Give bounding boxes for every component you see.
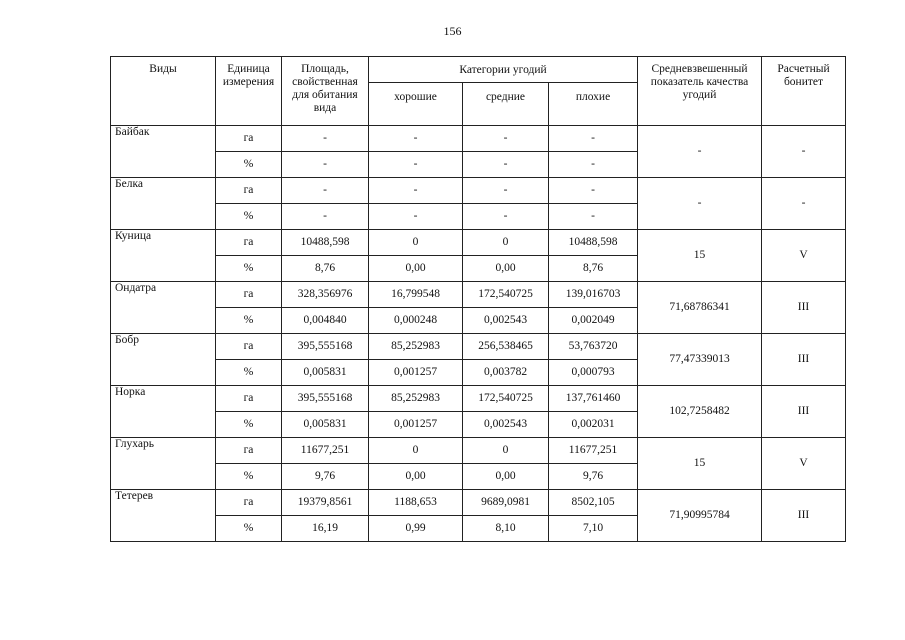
cell-ha-area: 395,555168 xyxy=(282,386,369,412)
table-row xyxy=(111,230,846,256)
weighted-quality: 71,68786341 xyxy=(638,282,762,334)
cell-pct-medium: 0,003782 xyxy=(463,360,549,386)
cell-pct-poor: - xyxy=(549,204,638,230)
cell-pct-area: - xyxy=(282,152,369,178)
cell-ha-area: 328,356976 xyxy=(282,282,369,308)
cell-ha-poor: 11677,251 xyxy=(549,438,638,464)
bonitet: III xyxy=(762,282,846,334)
cell-pct-area: 8,76 xyxy=(282,256,369,282)
cell-pct-area: 9,76 xyxy=(282,464,369,490)
species-name: Байбак xyxy=(111,126,216,178)
cell-pct-unit: % xyxy=(216,464,282,490)
cell-pct-poor: - xyxy=(549,152,638,178)
bonitet: III xyxy=(762,386,846,438)
cell-pct-good: - xyxy=(369,204,463,230)
cell-pct-good: 0,00 xyxy=(369,464,463,490)
bonitet: III xyxy=(762,490,846,542)
cell-ha-good: 85,252983 xyxy=(369,386,463,412)
cell-pct-medium: 0,002543 xyxy=(463,412,549,438)
cell-ha-medium: 9689,0981 xyxy=(463,490,549,516)
cell-ha-good: 85,252983 xyxy=(369,334,463,360)
table-row xyxy=(111,386,846,412)
bonitet: III xyxy=(762,334,846,386)
cell-pct-unit: % xyxy=(216,412,282,438)
weighted-quality: 71,90995784 xyxy=(638,490,762,542)
cell-ha-poor: 8502,105 xyxy=(549,490,638,516)
cell-pct-poor: 0,002049 xyxy=(549,308,638,334)
species-name: Куница xyxy=(111,230,216,282)
page-number: 156 xyxy=(443,24,462,38)
cell-ha-poor: 53,763720 xyxy=(549,334,638,360)
cell-ha-unit: га xyxy=(216,178,282,204)
cell-pct-poor: 8,76 xyxy=(549,256,638,282)
header-unit: Единица измерения xyxy=(216,57,282,126)
species-table xyxy=(110,56,846,542)
cell-ha-medium: 172,540725 xyxy=(463,386,549,412)
header-species: Виды xyxy=(111,57,216,126)
header-weighted: Средневзвешенный показатель качества угодий xyxy=(638,57,762,126)
cell-ha-poor: - xyxy=(549,126,638,152)
cell-ha-unit: га xyxy=(216,282,282,308)
cell-ha-poor: 10488,598 xyxy=(549,230,638,256)
cell-ha-unit: га xyxy=(216,126,282,152)
cell-pct-good: 0,00 xyxy=(369,256,463,282)
species-name: Ондатра xyxy=(111,282,216,334)
cell-pct-area: 0,005831 xyxy=(282,412,369,438)
cell-pct-good: 0,001257 xyxy=(369,412,463,438)
cell-ha-good: - xyxy=(369,178,463,204)
weighted-quality: 15 xyxy=(638,230,762,282)
cell-pct-poor: 9,76 xyxy=(549,464,638,490)
cell-pct-area: 16,19 xyxy=(282,516,369,542)
cell-ha-unit: га xyxy=(216,334,282,360)
header-bonitet: Расчетный бонитет xyxy=(762,57,846,126)
species-name: Норка xyxy=(111,386,216,438)
cell-ha-area: 19379,8561 xyxy=(282,490,369,516)
cell-pct-medium: - xyxy=(463,204,549,230)
table-row xyxy=(111,438,846,464)
cell-pct-good: 0,001257 xyxy=(369,360,463,386)
cell-pct-area: 0,005831 xyxy=(282,360,369,386)
cell-pct-poor: 0,000793 xyxy=(549,360,638,386)
table-row xyxy=(111,490,846,516)
cell-pct-unit: % xyxy=(216,516,282,542)
cell-ha-poor: 137,761460 xyxy=(549,386,638,412)
header-area: Площадь, свойственная для обитания вида xyxy=(282,57,369,126)
cell-pct-unit: % xyxy=(216,204,282,230)
cell-ha-medium: 256,538465 xyxy=(463,334,549,360)
cell-pct-poor: 7,10 xyxy=(549,516,638,542)
cell-ha-area: - xyxy=(282,178,369,204)
species-name: Тетерев xyxy=(111,490,216,542)
weighted-quality: 77,47339013 xyxy=(638,334,762,386)
bonitet: V xyxy=(762,438,846,490)
cell-ha-medium: - xyxy=(463,126,549,152)
weighted-quality: 102,7258482 xyxy=(638,386,762,438)
table-body xyxy=(111,126,846,542)
cell-pct-medium: 0,00 xyxy=(463,256,549,282)
header-good: хорошие xyxy=(369,83,463,126)
cell-pct-medium: - xyxy=(463,152,549,178)
cell-pct-medium: 0,002543 xyxy=(463,308,549,334)
cell-ha-medium: 0 xyxy=(463,438,549,464)
cell-pct-good: - xyxy=(369,152,463,178)
species-name: Глухарь xyxy=(111,438,216,490)
cell-ha-good: 0 xyxy=(369,438,463,464)
cell-ha-area: - xyxy=(282,126,369,152)
species-name: Белка xyxy=(111,178,216,230)
bonitet: - xyxy=(762,126,846,178)
header-poor: плохие xyxy=(549,83,638,126)
header-medium: средние xyxy=(463,83,549,126)
cell-ha-medium: 172,540725 xyxy=(463,282,549,308)
cell-ha-unit: га xyxy=(216,230,282,256)
weighted-quality: 15 xyxy=(638,438,762,490)
cell-ha-area: 10488,598 xyxy=(282,230,369,256)
cell-ha-good: 1188,653 xyxy=(369,490,463,516)
cell-pct-medium: 8,10 xyxy=(463,516,549,542)
table-row xyxy=(111,334,846,360)
cell-pct-unit: % xyxy=(216,308,282,334)
cell-pct-unit: % xyxy=(216,152,282,178)
bonitet: - xyxy=(762,178,846,230)
cell-pct-unit: % xyxy=(216,360,282,386)
cell-ha-medium: 0 xyxy=(463,230,549,256)
bonitet: V xyxy=(762,230,846,282)
cell-ha-good: - xyxy=(369,126,463,152)
cell-pct-area: - xyxy=(282,204,369,230)
cell-ha-good: 16,799548 xyxy=(369,282,463,308)
cell-pct-medium: 0,00 xyxy=(463,464,549,490)
cell-ha-poor: 139,016703 xyxy=(549,282,638,308)
cell-ha-poor: - xyxy=(549,178,638,204)
cell-ha-area: 11677,251 xyxy=(282,438,369,464)
cell-pct-poor: 0,002031 xyxy=(549,412,638,438)
species-name: Бобр xyxy=(111,334,216,386)
cell-pct-good: 0,000248 xyxy=(369,308,463,334)
cell-ha-medium: - xyxy=(463,178,549,204)
header-categories: Категории угодий xyxy=(369,57,638,83)
table-row xyxy=(111,178,846,204)
table-row xyxy=(111,126,846,152)
cell-ha-unit: га xyxy=(216,438,282,464)
table-row xyxy=(111,282,846,308)
weighted-quality: - xyxy=(638,126,762,178)
cell-pct-area: 0,004840 xyxy=(282,308,369,334)
cell-ha-unit: га xyxy=(216,386,282,412)
cell-pct-unit: % xyxy=(216,256,282,282)
cell-ha-good: 0 xyxy=(369,230,463,256)
weighted-quality: - xyxy=(638,178,762,230)
cell-pct-good: 0,99 xyxy=(369,516,463,542)
cell-ha-unit: га xyxy=(216,490,282,516)
cell-ha-area: 395,555168 xyxy=(282,334,369,360)
